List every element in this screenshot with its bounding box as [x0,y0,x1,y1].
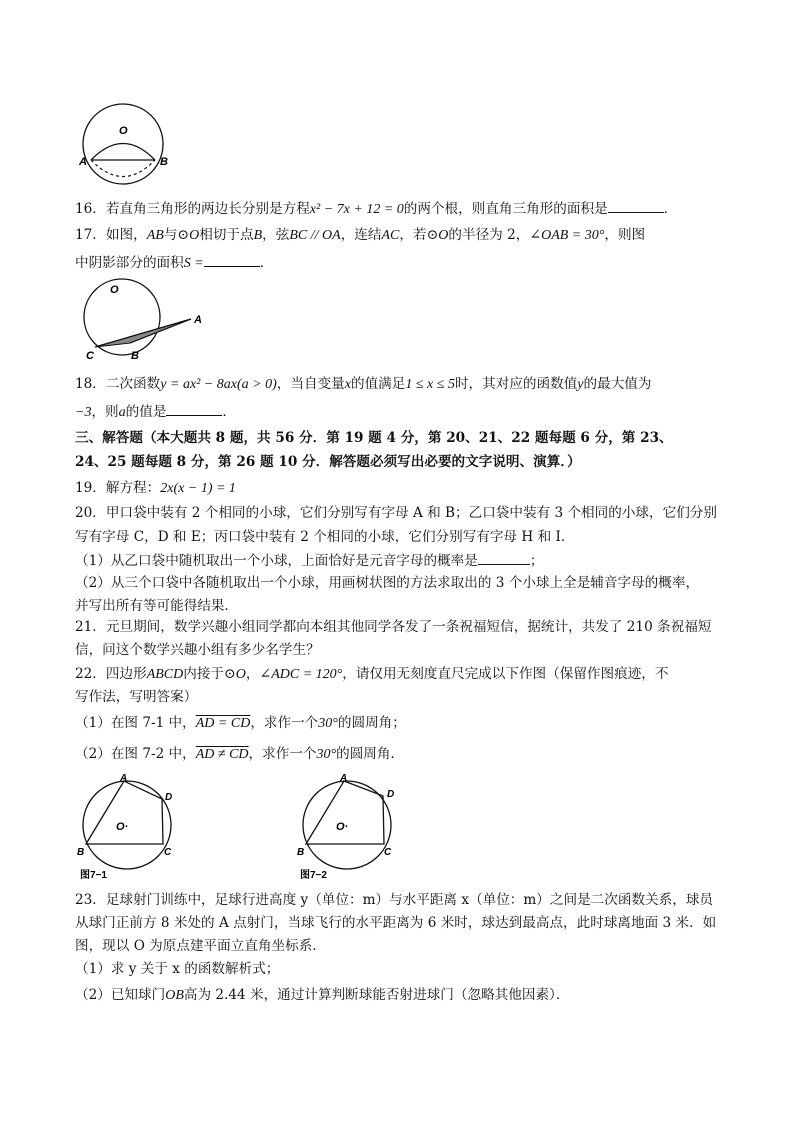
question-18-line2: −3，则a的值是 ． [75,401,236,423]
question-23-line3: 图，现以 O 为原点建平面立直角坐标系． [75,938,326,954]
label-b: B [160,156,168,168]
label-d: D [165,792,173,803]
question-18: 18．二次函数y = ax² − 8ax(a > 0)，当自变量x的值满足1 ≤ x ≤ 5时，其对应的函数值y的最大值为 [75,376,652,392]
figure-caption: 图7−2 [300,870,327,881]
figure-circle-tangent [76,277,206,363]
label-b: B [77,847,85,858]
question-20-sub2-line2: 并写出所有等可能得结果． [75,598,239,614]
question-21-line2: 信，问这个数学兴趣小组有多少名学生？ [75,642,320,658]
figure-circle-arc [76,97,188,189]
label-a: A [340,773,348,784]
label-o: O· [336,821,349,833]
question-20: 20．甲口袋中装有 2 个相同的小球，它们分别写有字母 A 和 B；乙口袋中装有 3 个相同的小球，它们分别 [75,505,717,521]
label-a: A [120,773,128,784]
question-19: 19．解方程：2x(x − 1) = 1 [75,480,236,496]
answer-blank[interactable] [204,252,260,267]
label-d: D [387,789,395,800]
question-22: 22．四边形ABCD内接于⊙O，∠ADC = 120°，请仅用无刻度直尺完成以下作图（保留作图痕迹，不 [75,666,669,682]
label-a: A [194,314,202,326]
label-o: O· [116,821,129,833]
answer-blank[interactable] [608,198,664,213]
section-header: 三、解答题（本大题共 8 题，共 56 分．第 19 题 4 分，第 20、21、22 题每题 6 分，第 23、 [75,430,673,446]
question-17-line2: 中阴影部分的面积S = ． [75,252,273,274]
figure-7-2 [296,772,406,882]
label-c: C [164,847,172,858]
answer-blank[interactable] [478,550,530,565]
label-c: C [384,847,392,858]
figure-7-1 [76,772,186,882]
question-16: 16．若直角三角形的两边长分别是方程x² − 7x + 12 = 0的两个根，则直角三角形的面积是 ． [75,198,677,220]
question-20-sub2: （2）从三个口袋中各随机取出一个小球，用画树状图的方法求取出的 3 个小球上全是辅音字母的概率， [75,575,700,591]
label-b: B [131,350,139,362]
question-17: 17．如图，AB与⊙O相切于点B，弦BC // OA，连结AC，若⊙O的半径为 2，∠OAB = 30°，则图 [75,227,646,243]
question-20-line2: 写有字母 C，D 和 E；丙口袋中装有 2 个相同的小球，它们分别写有字母 H 和 I． [75,529,575,545]
label-o: O [119,125,128,137]
question-23-line2: 从球门正前方 8 米处的 A 点射门，当球飞行的水平距离为 6 米时，球达到最高点，此时球离地面 3 米．如 [75,915,717,931]
question-22-line2: 写作法，写明答案） [75,689,198,705]
label-o: O [110,284,119,296]
question-23: 23．足球射门训练中，足球行进高度 y（单位：m）与水平距离 x（单位：m）之间是二次函数关系，球员 [75,892,714,908]
question-21: 21．元旦期间，数学兴趣小组同学都向本组其他同学各发了一条祝福短信，据统计，共发了 210 条祝福短 [75,619,712,635]
answer-blank[interactable] [166,401,222,416]
question-23-sub2: （2）已知球门OB高为 2.44 米，通过计算判断球能否射进球门（忽略其他因素）． [75,987,570,1003]
question-22-sub1: （1）在图 7-1 中，AD = CD，求作一个30°的圆周角； [75,715,406,731]
question-22-sub2: （2）在图 7-2 中，AD ≠ CD，求作一个30°的圆周角． [75,746,405,762]
question-20-sub1: （1）从乙口袋中随机取出一个小球，上面恰好是元音字母的概率是 ； [75,550,543,571]
question-23-sub1: （1）求 y 关于 x 的函数解析式； [75,961,280,977]
figure-caption: 图7−1 [80,870,107,881]
label-b: B [297,847,305,858]
section-header-line2: 24、25 题每题 8 分，第 26 题 10 分．解答题必须写出必要的文字说明、演算．） [75,454,581,470]
label-c: C [86,350,94,362]
label-a: A [79,156,87,168]
